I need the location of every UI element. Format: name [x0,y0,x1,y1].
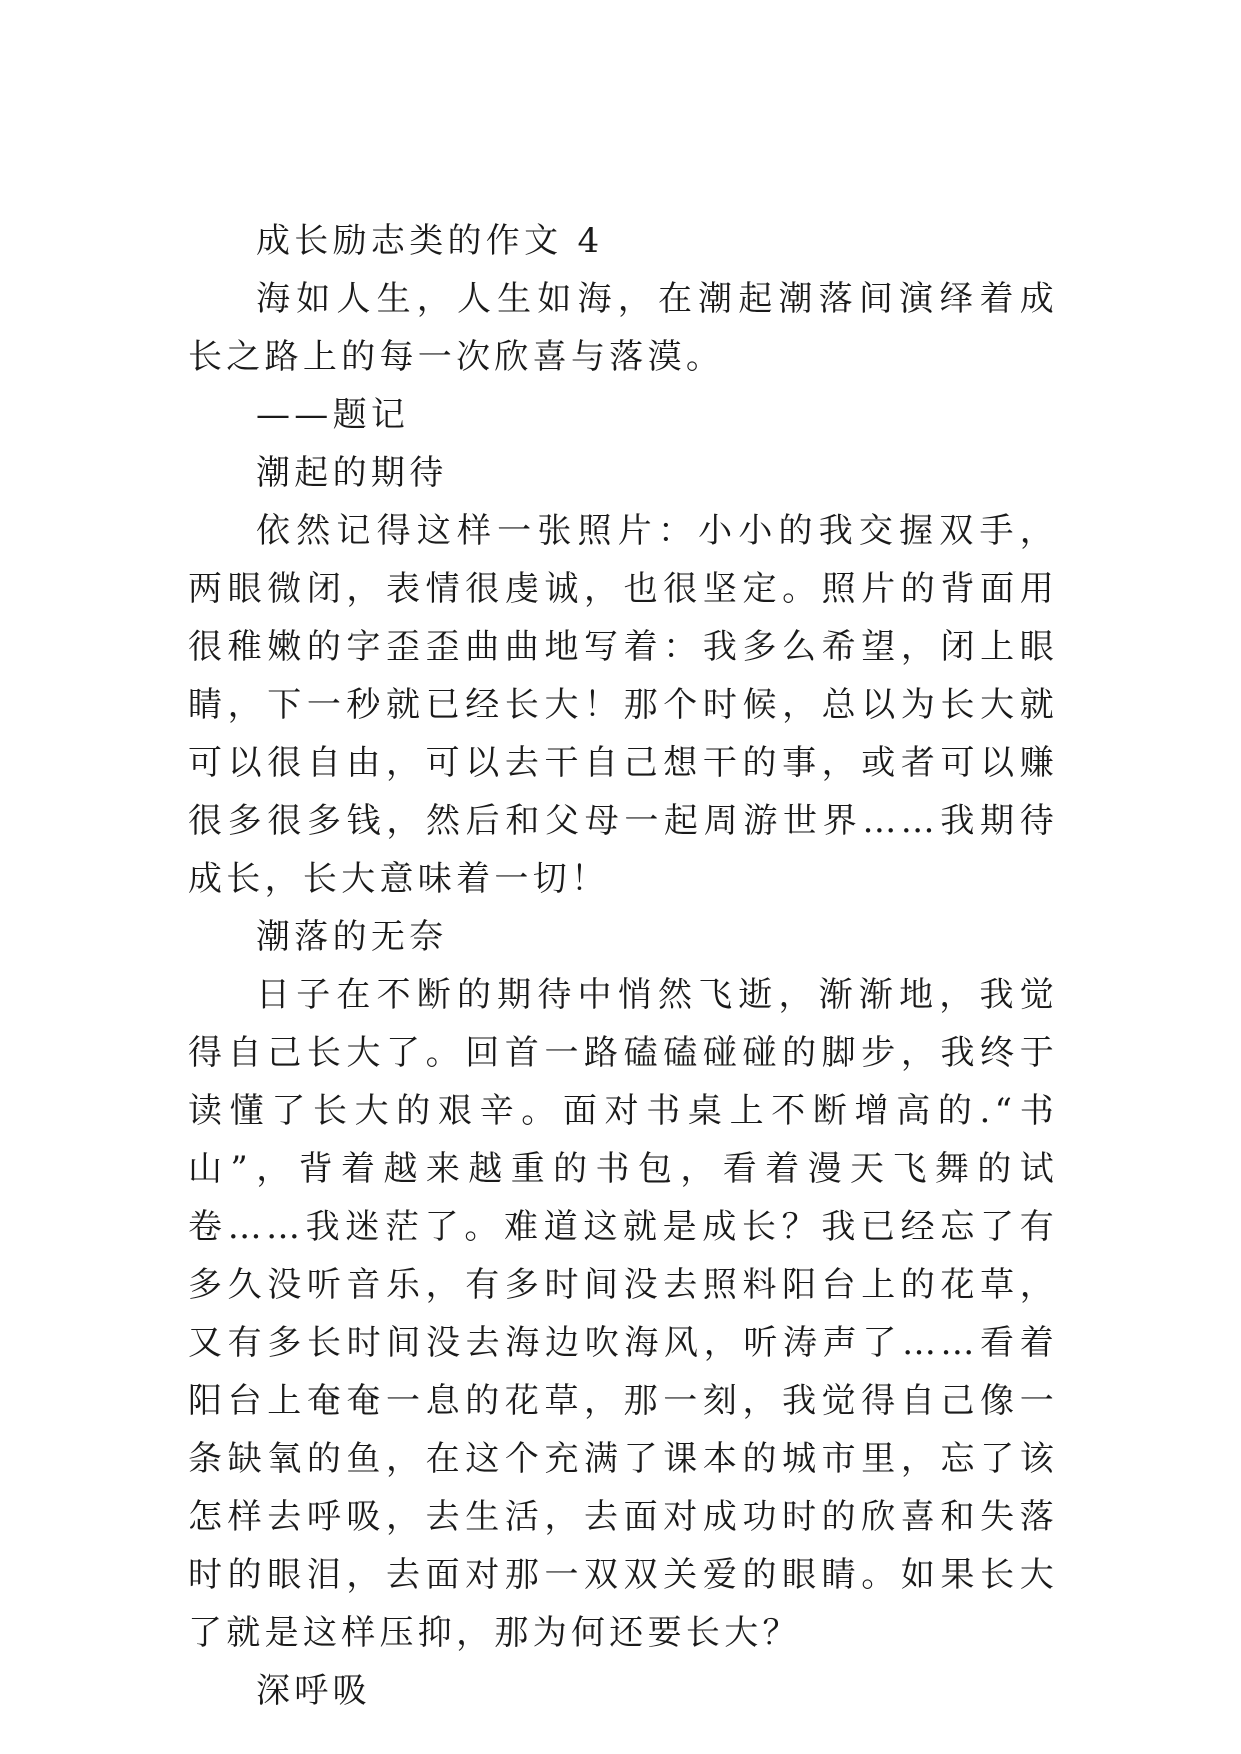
section-heading-deep-breath: 深呼吸 [256,1671,371,1711]
body-paragraph: 日子在不断的期待中悄然飞逝，渐渐地，我觉得自己长大了。回首一路磕磕碰碰的脚步，我终于读懂了长大的艰辛。面对书桌上不断增高的.“书山”，背着越来越重的书包，看着漫天飞舞的试卷……我迷茫了。难道这就是成长？我已经忘了有多久没听音乐，有多时间没去照料阳台上的花草，又有多长时间没去海边吹海风，听涛声了……看着阳台上奄奄一息的花草，那一刻，我觉得自己像一条缺氧的鱼，在这个充满了课本的城市里，忘了该怎样去呼吸，去生活，去面对成功时的欣喜和失落时的眼泪，去面对那一双双关爱的眼睛。如果长大了就是这样压抑，那为何还要长大？ [188,975,1058,1653]
body-paragraph: 依然记得这样一张照片：小小的我交握双手，两眼微闭，表情很虔诚，也很坚定。照片的背面用很稚嫩的字歪歪曲曲地写着：我多么希望，闭上眼睛，下一秒就已经长大！那个时候，总以为长大就可以很自由，可以去干自己想干的事，或者可以赚很多很多钱，然后和父母一起周游世界……我期待成长，长大意味着一切！ [188,511,1058,899]
epigraph: 海如人生，人生如海，在潮起潮落间演绎着成长之路上的每一次欣喜与落漠。 [188,279,1058,377]
section-heading-falling-tide: 潮落的无奈 [256,917,448,957]
epigraph-attribution: ——题记 [256,395,410,435]
essay-title: 成长励志类的作文 4 [256,221,604,261]
section-heading-rising-tide: 潮起的期待 [256,453,448,493]
essay-body [188,212,1058,1720]
